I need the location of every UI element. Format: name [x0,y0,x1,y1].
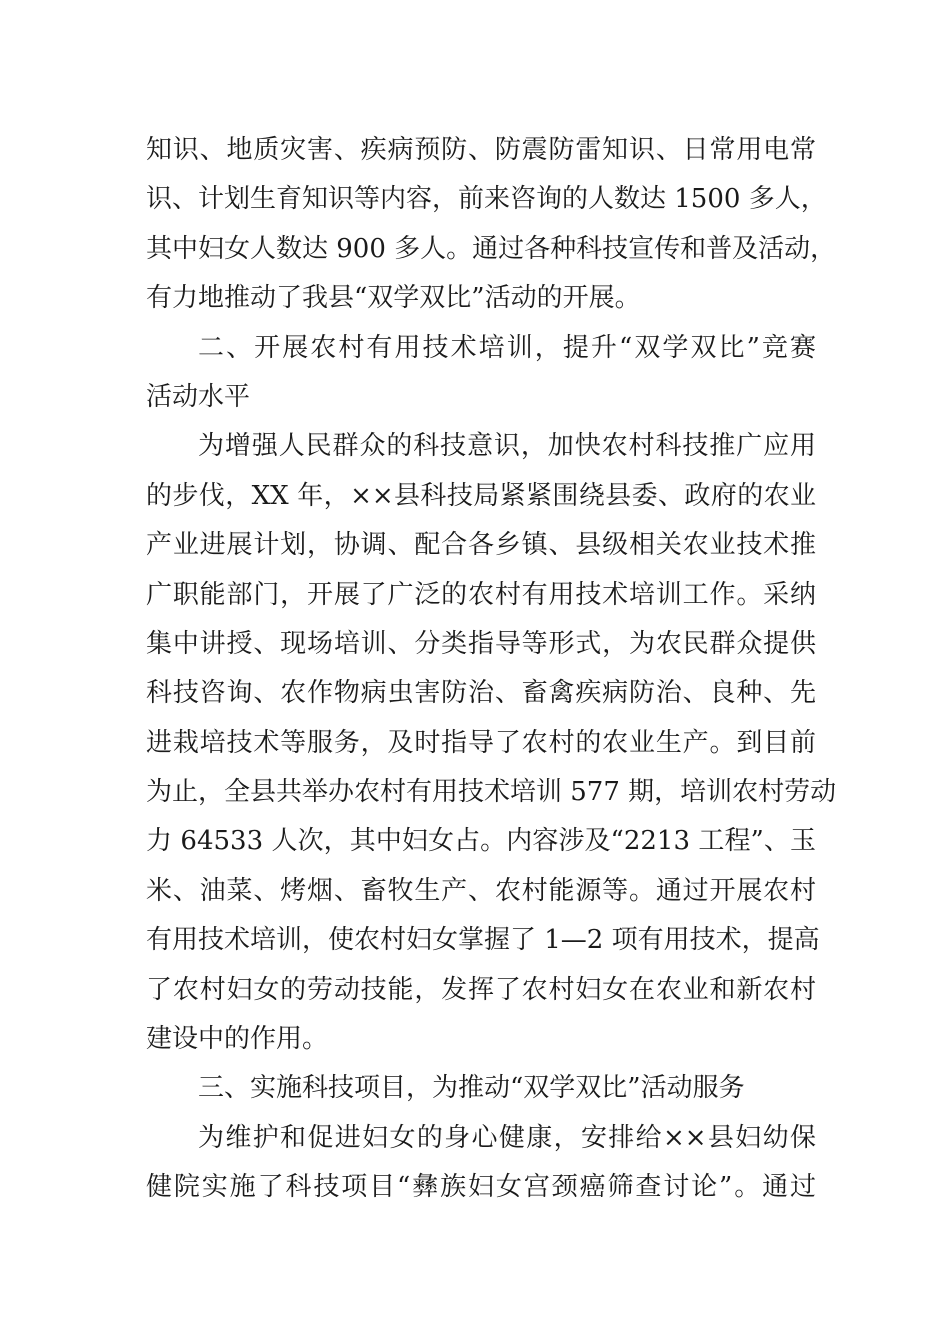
text-line: 为止，全县共举办农村有用技术培训 577 期，培训农村劳动 [146,777,837,808]
text-line: 有力地推动了我县“双学双比”活动的开展。 [146,283,641,314]
document-body [146,126,837,1213]
text-line: 的步伐，XX 年，××县科技局紧紧围绕县委、政府的农业 [146,480,816,511]
text-line: 集中讲授、现场培训、分类指导等形式，为农民群众提供 [146,628,816,659]
text-line: 广职能部门，开展了广泛的农村有用技术培训工作。采纳 [146,579,816,610]
text-line: 健院实施了科技项目“彝族妇女宫颈癌筛查讨论”。通过 [146,1172,816,1203]
text-line: 知识、地质灾害、疾病预防、防震防雷知识、日常用电常 [146,135,816,165]
text-line: 科技咨询、农作物病虫害防治、畜禽疾病防治、良种、先 [146,678,816,709]
text-line: 活动水平 [146,381,251,412]
text-line: 为维护和促进妇女的身心健康，安排给××县妇幼保 [198,1122,816,1153]
text-line: 识、计划生育知识等内容，前来咨询的人数达 1500 多人， [146,184,827,215]
text-line: 为增强人民群众的科技意识，加快农村科技推广应用 [198,431,816,462]
text-line: 产业进展计划，协调、配合各乡镇、县级相关农业技术推 [146,530,816,561]
text-line: 了农村妇女的劳动技能，发挥了农村妇女在农业和新农村 [146,974,816,1005]
text-line: 三、实施科技项目，为推动“双学双比”活动服务 [198,1073,745,1104]
text-line: 二、开展农村有用技术培训，提升“双学双比”竞赛 [198,332,816,363]
text-line: 力 64533 人次，其中妇女占。内容涉及“2213 工程”、玉 [146,826,816,857]
text-line: 其中妇女人数达 900 多人。通过各种科技宣传和普及活动， [146,233,837,264]
text-line: 米、油菜、烤烟、畜牧生产、农村能源等。通过开展农村 [146,875,816,906]
text-line: 进栽培技术等服务，及时指导了农村的农业生产。到目前 [146,727,816,758]
text-line: 有用技术培训，使农村妇女掌握了 1—2 项有用技术，提高 [146,925,820,956]
text-line: 建设中的作用。 [146,1024,329,1055]
